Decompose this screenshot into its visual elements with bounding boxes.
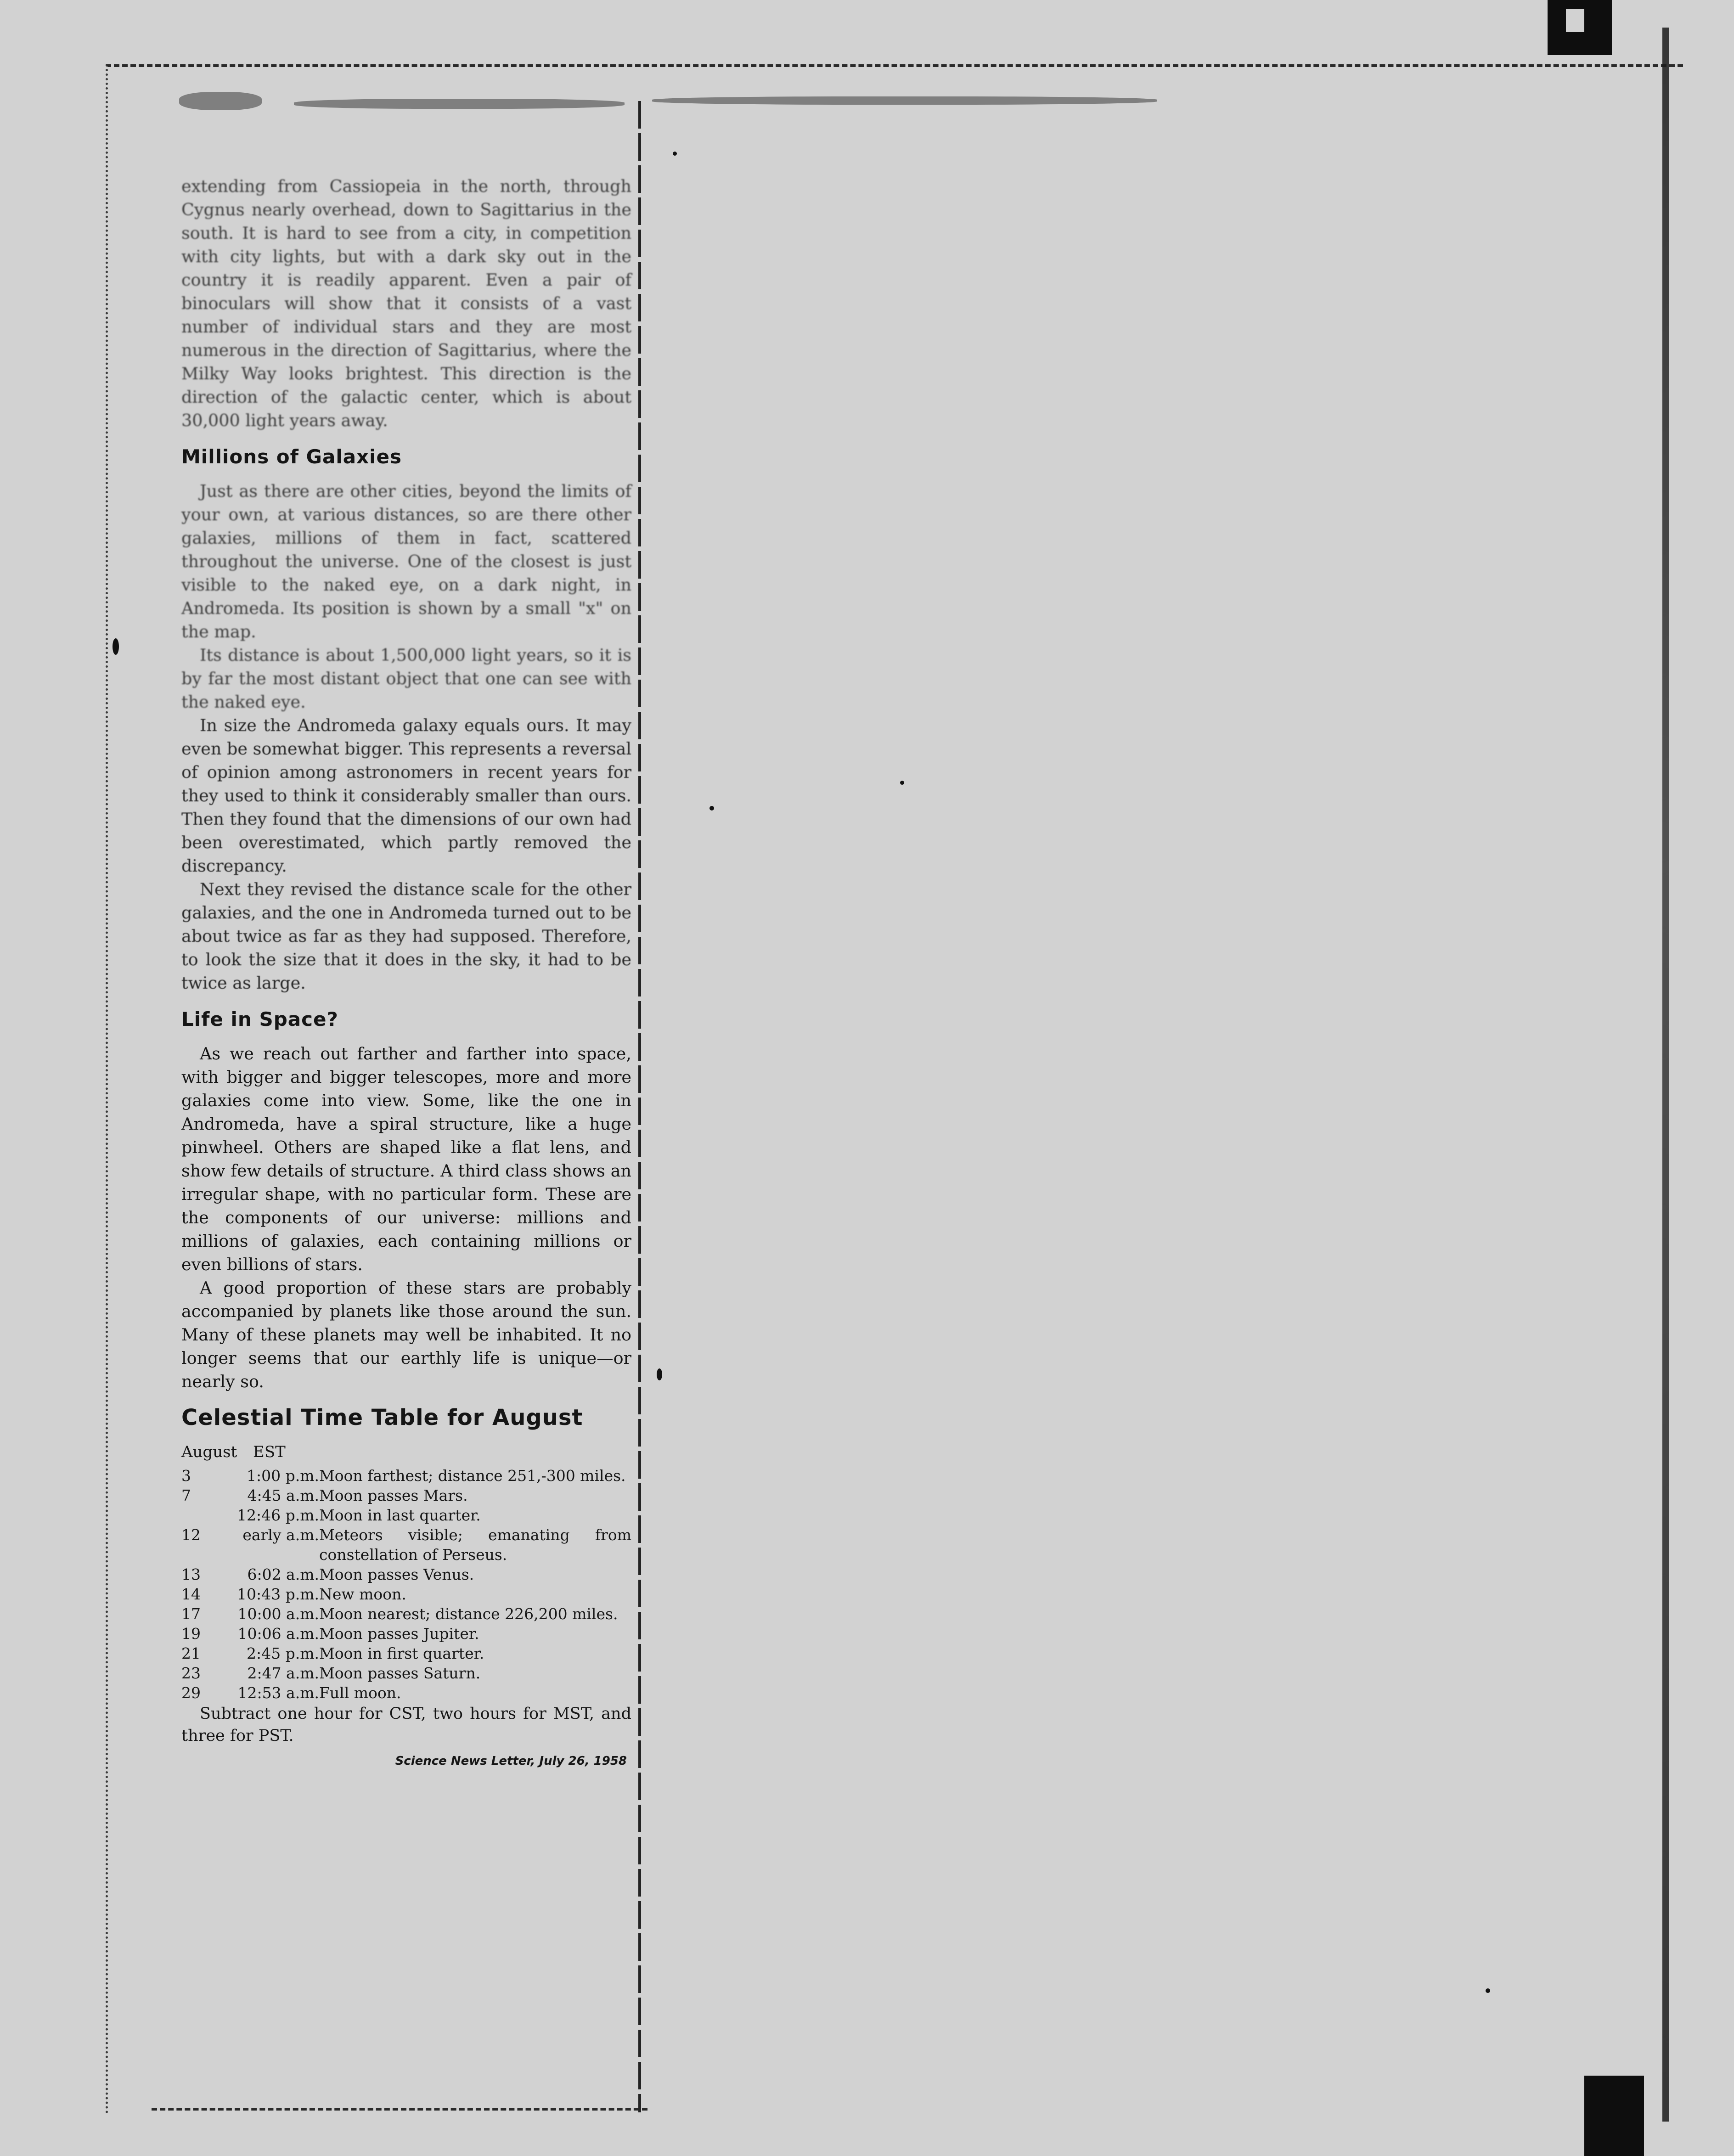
article-paragraph: extending from Cassiopeia in the north, through Cygnus nearly overhead, down to Sagittarius in the south. It is hard to see from a city, in competition with city lights, but with a dark sky out in the country it is readily apparent. Even a pair of binoculars will show that it consists of a vast number of individual stars and they are most numerous in the direction of Sagittarius, where the Milky Way looks brightest. This direction is the direction of the galactic center, which is about 30,000 light years away. bbox=[181, 176, 631, 430]
timetable-row bbox=[181, 1525, 631, 1565]
article-paragraph: As we reach out farther and farther into space, with bigger and bigger telescopes, more and more galaxies come into view. Some, like the one in Andromeda, have a spiral structure, like a huge pinwheel. Others are shaped like a flat lens, and show few details of structure. A third class shows an irregular shape, with no particular form. These are the components of our universe: millions and millions of galaxies, each containing millions or even billions of stars. bbox=[181, 1044, 631, 1274]
corner-mark-bottom bbox=[1584, 2076, 1644, 2156]
timetable-row bbox=[181, 1584, 631, 1604]
timetable-footnote: Subtract one hour for CST, two hours for MST, and three for PST. bbox=[181, 1705, 631, 1745]
source-credit: Science News Letter, July 26, 1958 bbox=[395, 1754, 627, 1768]
timetable bbox=[181, 1466, 631, 1703]
scan-speck bbox=[709, 806, 714, 811]
timetable-day: 14 bbox=[181, 1585, 201, 1603]
section-heading-galaxies: Millions of Galaxies bbox=[181, 445, 402, 468]
timetable-day: 29 bbox=[181, 1684, 201, 1702]
article-paragraph: In size the Andromeda galaxy equals ours. It may even be somewhat bigger. This represents a reversal of opinion among astronomers in recent years for they used to think it considerably smaller than ours. Then they found that the dimensions of our own had been overestimated, which partly removed the discrepancy. bbox=[181, 715, 631, 876]
scan-speck bbox=[673, 152, 677, 156]
timetable-event: Moon passes Venus. bbox=[319, 1565, 474, 1583]
scan-speck bbox=[900, 781, 904, 785]
column-rule bbox=[638, 101, 641, 2112]
timetable-day: 12 bbox=[181, 1526, 201, 1544]
timetable-time: 12:53 a.m. bbox=[237, 1684, 319, 1702]
article-paragraph: Just as there are other cities, beyond the limits of your own, at various distances, so are there other galaxies, millions of them in fact, scattered throughout the universe. One of the closest is just visible to the naked eye, on a dark night, in Andromeda. Its position is shown by a small "x" on the map. bbox=[181, 481, 631, 642]
timetable-day: 3 bbox=[181, 1467, 191, 1485]
timetable-time: 10:00 a.m. bbox=[237, 1605, 319, 1623]
scan-speck bbox=[1486, 1988, 1490, 1993]
timetable-time: 4:45 a.m. bbox=[247, 1486, 319, 1504]
timetable-row bbox=[181, 1624, 631, 1644]
timetable-event: Moon in last quarter. bbox=[319, 1506, 481, 1524]
timetable-day: 17 bbox=[181, 1605, 201, 1623]
timetable-day bbox=[181, 1505, 214, 1525]
timetable-time: 1:00 p.m. bbox=[247, 1467, 319, 1485]
timetable-event: New moon. bbox=[319, 1585, 406, 1603]
timetable-row bbox=[181, 1565, 631, 1584]
timetable-event: Moon farthest; distance 251,-300 miles. bbox=[319, 1467, 626, 1485]
timetable-row bbox=[181, 1604, 631, 1624]
timetable-time: 2:45 p.m. bbox=[247, 1644, 319, 1662]
timetable-event: Moon passes Saturn. bbox=[319, 1664, 481, 1682]
timetable-col-august: August bbox=[181, 1443, 237, 1461]
timetable-time: 2:47 a.m. bbox=[247, 1664, 319, 1682]
frame-right-edge bbox=[1662, 28, 1669, 2122]
timetable-column-headers bbox=[181, 1441, 631, 1464]
article-paragraph: Next they revised the distance scale for the other galaxies, and the one in Andromeda turned out to be about twice as far as they had supposed. Therefore, to look the size that it does in the sky, it had to be twice as large. bbox=[181, 879, 631, 993]
scan-speck bbox=[657, 1368, 662, 1380]
frame-bottom-edge bbox=[152, 2108, 647, 2113]
timetable-time: 12:46 p.m. bbox=[237, 1506, 319, 1524]
timetable-row bbox=[181, 1683, 631, 1703]
timetable-row bbox=[181, 1486, 631, 1505]
article-column bbox=[181, 175, 631, 1773]
section-heading-life: Life in Space? bbox=[181, 1008, 338, 1030]
timetable-row bbox=[181, 1505, 631, 1525]
timetable-event: Moon in first quarter. bbox=[319, 1644, 484, 1662]
timetable-day: 13 bbox=[181, 1565, 201, 1583]
timetable-time: early a.m. bbox=[242, 1526, 319, 1544]
timetable-day: 19 bbox=[181, 1625, 201, 1643]
timetable-event: Moon passes Jupiter. bbox=[319, 1625, 479, 1643]
scan-smudge bbox=[652, 96, 1157, 105]
timetable-event: Meteors visible; emanating from constellation of Perseus. bbox=[319, 1526, 631, 1564]
article-paragraph: A good proportion of these stars are probably accompanied by planets like those around the sun. Many of these planets may well be inhabited. It no longer seems that our earthly life is unique—or nearly so. bbox=[181, 1278, 631, 1391]
scan-speck bbox=[113, 638, 119, 655]
timetable-row bbox=[181, 1466, 631, 1486]
scan-smudge bbox=[179, 92, 262, 110]
timetable-day: 21 bbox=[181, 1644, 201, 1662]
timetable-day: 7 bbox=[181, 1486, 191, 1504]
timetable-event: Moon passes Mars. bbox=[319, 1486, 468, 1504]
corner-mark-top-notch bbox=[1566, 9, 1584, 32]
timetable-col-est: EST bbox=[253, 1443, 286, 1461]
timetable-time: 10:43 p.m. bbox=[237, 1585, 319, 1603]
timetable-event: Moon nearest; distance 226,200 miles. bbox=[319, 1605, 618, 1623]
article-paragraph: Its distance is about 1,500,000 light years, so it is by far the most distant object that one can see with the naked eye. bbox=[181, 645, 631, 712]
timetable-time: 6:02 a.m. bbox=[247, 1565, 319, 1583]
timetable-row bbox=[181, 1663, 631, 1683]
timetable-event: Full moon. bbox=[319, 1684, 401, 1702]
timetable-day: 23 bbox=[181, 1664, 201, 1682]
timetable-heading: Celestial Time Table for August bbox=[181, 1405, 583, 1430]
scan-smudge bbox=[294, 99, 625, 109]
timetable-time: 10:06 a.m. bbox=[237, 1625, 319, 1643]
timetable-row bbox=[181, 1644, 631, 1663]
